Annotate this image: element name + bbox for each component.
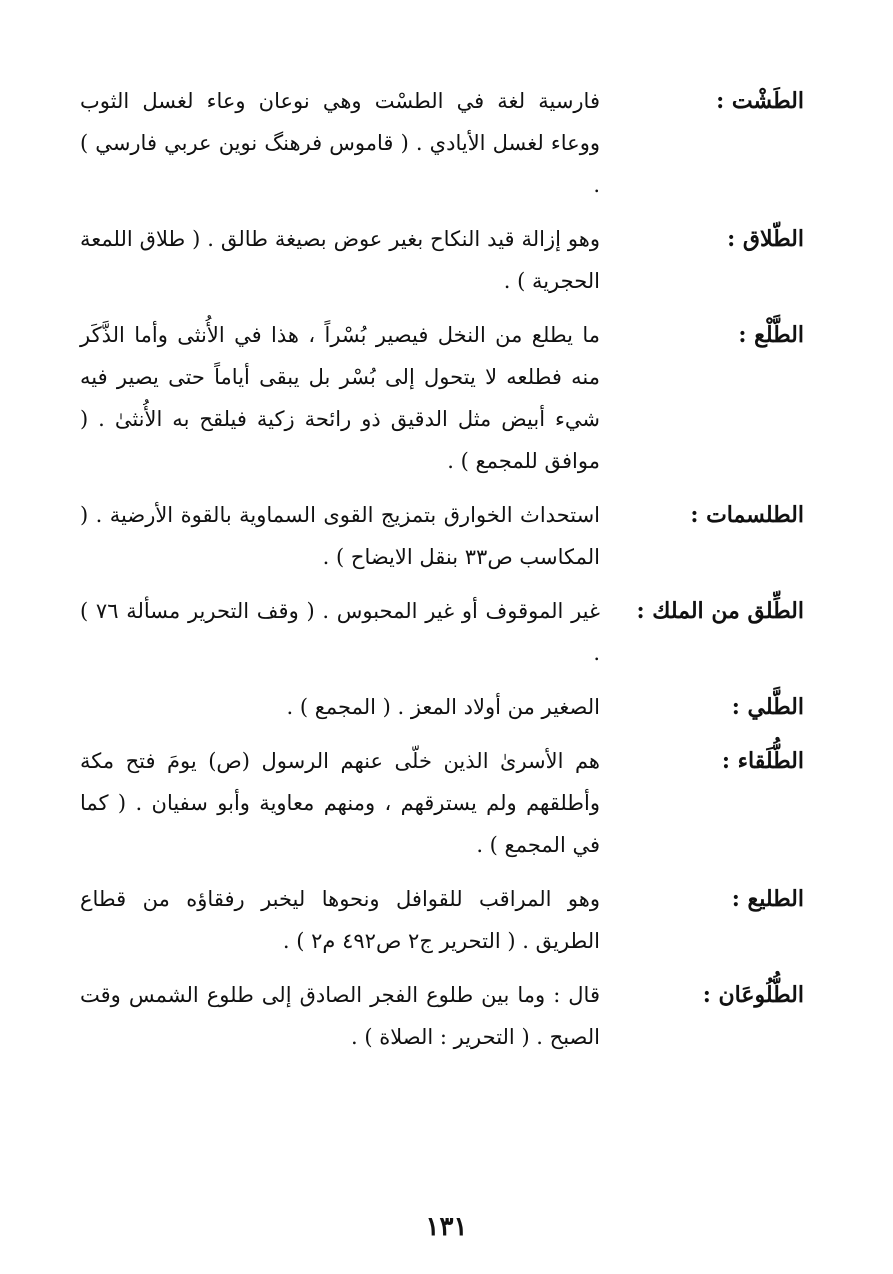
- page-number: ١٣١: [425, 1212, 468, 1242]
- glossary-entry: [80, 686, 804, 728]
- entry-term: الطُّلُوعَان :: [702, 982, 804, 1008]
- entry-term: الطُّلَقاء :: [721, 748, 804, 774]
- glossary-entry: [80, 974, 804, 1058]
- entry-definition: وهو المراقب للقوافل ونحوها ليخبر رفقاؤه من قطاع الطريق . ( التحرير ج٢ ص٤٩٢ م٢ ) .: [80, 887, 600, 953]
- glossary-entry: [80, 80, 804, 206]
- entry-term: الطَشْت :: [716, 88, 804, 114]
- entry-definition: ما يطلع من النخل فيصير بُسْراً ، هذا في الأُنثى وأما الذَّكَر منه فطلعه لا يتحول إلى بُسْر بل يبقى أياماً حتى يصير فيه شيء أبيض مثل الدقيق ذو رائحة زكية فيلقح به الأُنثىٰ . ( موافق للمجمع ) .: [80, 323, 600, 473]
- entry-term: الطلسمات :: [690, 502, 804, 528]
- entry-definition: هم الأسرىٰ الذين خلّى عنهم الرسول (ص) يومَ فتح مكة وأطلقهم ولم يسترقهم ، ومنهم معاوية وأبو سفيان . ( كما في المجمع ) .: [80, 749, 600, 857]
- glossary-entries: [80, 80, 804, 1070]
- glossary-entry: [80, 590, 804, 674]
- entry-definition: استحداث الخوارق بتمزيج القوى السماوية بالقوة الأرضية . ( المكاسب ص٣٣ بنقل الايضاح ) .: [80, 503, 600, 569]
- entry-term: الطِّلق من الملك :: [636, 598, 804, 624]
- entry-term: الطَّلْع :: [738, 322, 804, 348]
- entry-term: الطليع :: [731, 886, 804, 912]
- entry-term: الطّلاق :: [727, 226, 804, 252]
- glossary-entry: [80, 314, 804, 482]
- glossary-entry: [80, 740, 804, 866]
- glossary-entry: [80, 218, 804, 302]
- entry-definition: وهو إزالة قيد النكاح بغير عوض بصيغة طالق . ( طلاق اللمعة الحجرية ) .: [80, 227, 600, 293]
- entry-definition: الصغير من أولاد المعز . ( المجمع ) .: [286, 695, 600, 719]
- entry-term: الطَّلي :: [731, 694, 804, 720]
- entry-definition: قال : وما بين طلوع الفجر الصادق إلى طلوع الشمس وقت الصبح . ( التحرير : الصلاة ) .: [80, 983, 600, 1049]
- entry-definition: غير الموقوف أو غير المحبوس . ( وقف التحرير مسألة ٧٦ ) .: [80, 599, 601, 665]
- glossary-entry: [80, 878, 804, 962]
- glossary-entry: [80, 494, 804, 578]
- entry-definition: فارسية لغة في الطسْت وهي نوعان وعاء لغسل الثوب ووعاء لغسل الأيادي . ( قاموس فرهنگ نوين عربي فارسي ) .: [80, 89, 600, 197]
